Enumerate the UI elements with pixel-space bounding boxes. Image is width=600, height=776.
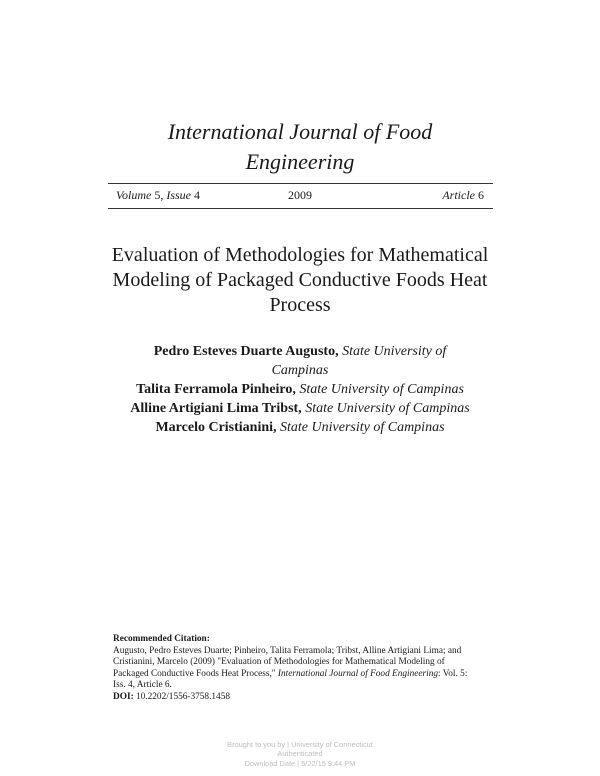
citation-line: Iss. 4, Article 6. — [113, 680, 172, 691]
author-affiliation: State University of — [342, 344, 447, 359]
journal-title-line2: Engineering — [245, 149, 355, 174]
doi-link[interactable]: 10.2202/1556-3758.1458 — [136, 691, 230, 702]
author-name: Pedro Esteves Duarte Augusto, — [153, 344, 339, 359]
paper-title — [90, 243, 510, 318]
issue-label: Issue — [166, 188, 191, 202]
author-name: Talita Ferramola Pinheiro, — [136, 382, 296, 397]
author-list — [90, 342, 510, 437]
issue-info-row — [116, 186, 484, 204]
volume-number: 5, — [154, 188, 164, 202]
top-divider — [108, 183, 493, 184]
author-entry — [90, 399, 510, 418]
article-label: Article — [442, 188, 475, 202]
watermark-line: Authenticated — [277, 749, 323, 759]
bottom-divider — [108, 208, 493, 209]
author-entry — [90, 380, 510, 399]
recommended-citation — [113, 634, 498, 704]
author-entry — [90, 342, 510, 361]
paper-title-line: Modeling of Packaged Conductive Foods Heat — [112, 269, 488, 291]
journal-title-line1: International Journal of Food — [167, 119, 433, 144]
issue-number: 4 — [194, 188, 200, 202]
citation-line: Packaged Conductive Foods Heat Process," International Journal of Food Engineering: Vol. 5: — [113, 668, 468, 679]
citation-doi — [113, 692, 498, 704]
download-watermark — [0, 740, 600, 768]
author-affiliation-continued: Campinas — [271, 363, 329, 378]
paper-title-line: Evaluation of Methodologies for Mathematical — [111, 244, 489, 266]
publication-year: 2009 — [288, 188, 312, 202]
journal-title — [0, 117, 600, 177]
paper-title-line: Process — [269, 294, 331, 316]
author-entry — [90, 418, 510, 437]
watermark-line: Download Date | 5/22/15 9:44 PM — [244, 758, 356, 768]
watermark-line: Brought to you by | University of Connecticut — [227, 740, 373, 749]
citation-journal-name: International Journal of Food Engineering — [277, 668, 439, 679]
volume-label: Volume — [116, 188, 152, 202]
author-name: Marcelo Cristianini, — [155, 420, 277, 435]
author-affiliation: State University of Campinas — [299, 382, 464, 397]
author-affiliation: State University of Campinas — [280, 420, 445, 435]
article-number-value: 6 — [478, 188, 484, 202]
citation-heading: Recommended Citation: — [113, 634, 210, 644]
author-affiliation: State University of Campinas — [305, 401, 470, 416]
doi-label: DOI: — [113, 691, 134, 702]
author-name: Alline Artigiani Lima Tribst, — [130, 401, 302, 416]
citation-line: Cristianini, Marcelo (2009) "Evaluation of Methodologies for Mathematical Modeling of — [113, 657, 445, 668]
citation-line: Augusto, Pedro Esteves Duarte; Pinheiro, Talita Ferramola; Tribst, Alline Artigiani Lima; and — [113, 645, 462, 656]
article-number — [442, 186, 484, 204]
